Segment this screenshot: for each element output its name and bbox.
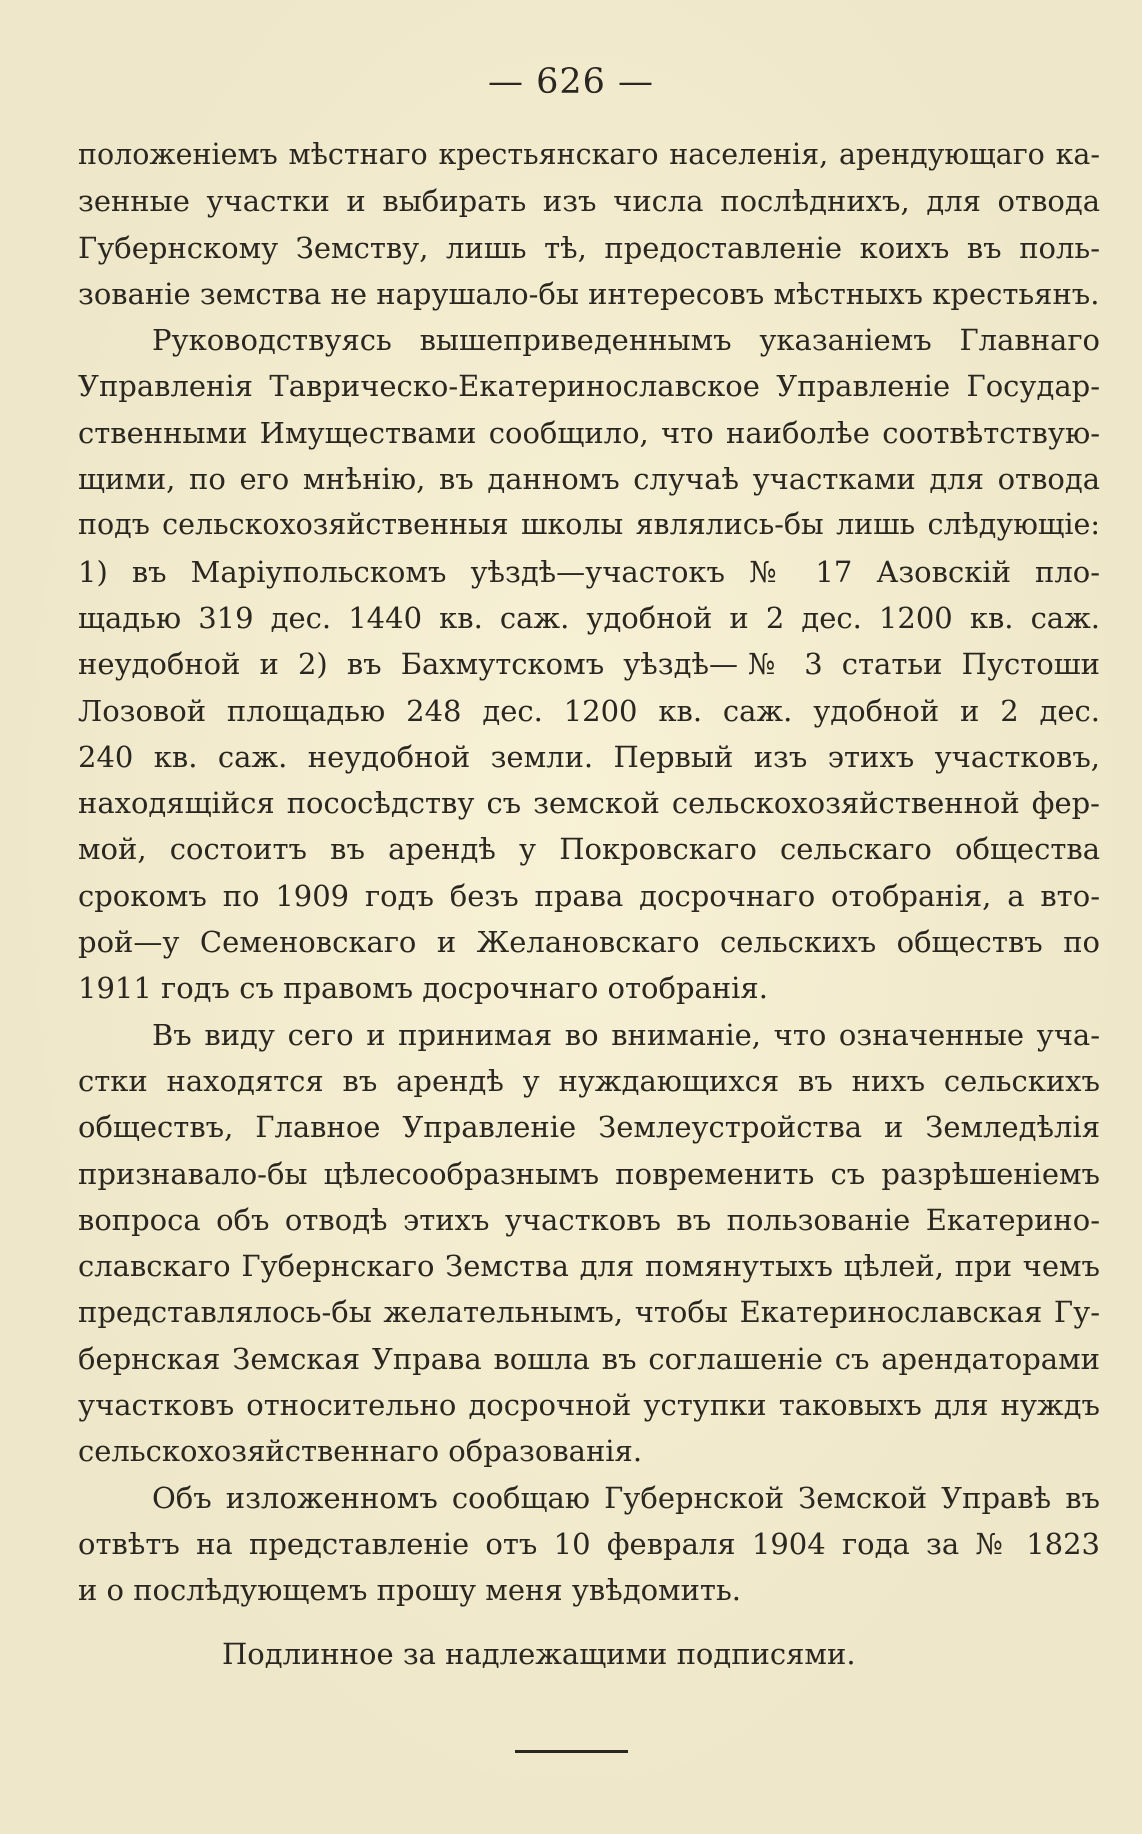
text-line: сельскохозяйственнаго образованія.: [78, 1434, 643, 1469]
text-line: срокомъ по 1909 годъ безъ права досрочнаго отобранія, а вто-: [78, 878, 1100, 913]
text-line: обществъ, Главное Управленіе Землеустройства и Земледѣлія: [78, 1110, 1100, 1145]
text-line: стки находятся въ арендѣ у нуждающихся въ нихъ сельскихъ: [78, 1063, 1100, 1098]
text-line: вопроса объ отводѣ этихъ участковъ въ пользованіе Екатерино-: [78, 1202, 1100, 1237]
text-line: подъ сельскохозяйственныя школы являлись-бы лишь слѣдующіе:: [78, 508, 1100, 542]
body-text: [78, 132, 1100, 1614]
text-line: представлялось-бы желательнымъ, чтобы Екатеринославская Гу-: [78, 1295, 1100, 1330]
text-line: щадью 319 дес. 1440 кв. саж. удобной и 2 дес. 1200 кв. саж.: [78, 600, 1100, 635]
text-line: отвѣтъ на представленіе отъ 10 февраля 1904 года за № 1823: [78, 1526, 1100, 1561]
text-line: 240 кв. саж. неудобной земли. Первый изъ этихъ участковъ,: [78, 739, 1100, 774]
text-line: ственными Имуществами сообщило, что наиболѣе соотвѣтствую-: [78, 415, 1100, 450]
text-line: и о послѣдующемъ прошу меня увѣдомить.: [78, 1573, 741, 1608]
text-line: зенные участки и выбирать изъ числа послѣднихъ, для отвода: [78, 184, 1100, 219]
text-line: бернская Земская Управа вошла въ соглашеніе съ арендаторами: [78, 1341, 1100, 1376]
text-line: признавало-бы цѣлесообразнымъ повременить съ разрѣшеніемъ: [78, 1156, 1100, 1191]
text-line: 1) въ Маріупольскомъ уѣздѣ—участокъ № 17 Азовскій пло-: [78, 554, 1100, 589]
text-line: рой—у Семеновскаго и Желановскаго сельскихъ обществъ по: [78, 925, 1100, 960]
text-line: неудобной и 2) въ Бахмутскомъ уѣздѣ—№ 3 статьи Пустоши: [78, 647, 1100, 682]
text-line: зованіе земства не нарушало-бы интересовъ мѣстныхъ крестьянъ.: [78, 276, 1100, 311]
text-line: Руководствуясь вышеприведеннымъ указаніемъ Главнаго: [152, 323, 1100, 358]
text-line: положеніемъ мѣстнаго крестьянскаго населенія, арендующаго ка-: [78, 138, 1100, 171]
text-line: Объ изложенномъ сообщаю Губернской Земской Управѣ въ: [152, 1480, 1100, 1515]
closing-rule: [515, 1750, 628, 1753]
text-line: Лозовой площадью 248 дес. 1200 кв. саж. удобной и 2 дес.: [78, 693, 1100, 728]
signature-note: Подлинное за надлежащими подписями.: [222, 1637, 856, 1671]
text-line: щими, по его мнѣнію, въ данномъ случаѣ участками для отвода: [78, 462, 1100, 497]
text-line: мой, состоитъ въ арендѣ у Покровскаго сельскаго общества: [78, 832, 1100, 867]
text-line: находящійся пососѣдству съ земской сельскохозяйственной фер-: [78, 786, 1100, 821]
text-line: Управленія Таврическо-Екатеринославское Управленіе Государ-: [78, 369, 1100, 404]
text-line: славскаго Губернскаго Земства для помянутыхъ цѣлей, при чемъ: [78, 1249, 1100, 1284]
text-line: Въ виду сего и принимая во вниманіе, что означенные уча-: [152, 1017, 1100, 1052]
text-line: участковъ относительно досрочной уступки таковыхъ для нуждъ: [78, 1388, 1100, 1423]
text-line: 1911 годъ съ правомъ досрочнаго отобранія.: [78, 971, 768, 1006]
page-number: — 626 —: [487, 62, 655, 102]
text-line: Губернскому Земству, лишь тѣ, предоставленіе коихъ въ поль-: [78, 230, 1100, 265]
